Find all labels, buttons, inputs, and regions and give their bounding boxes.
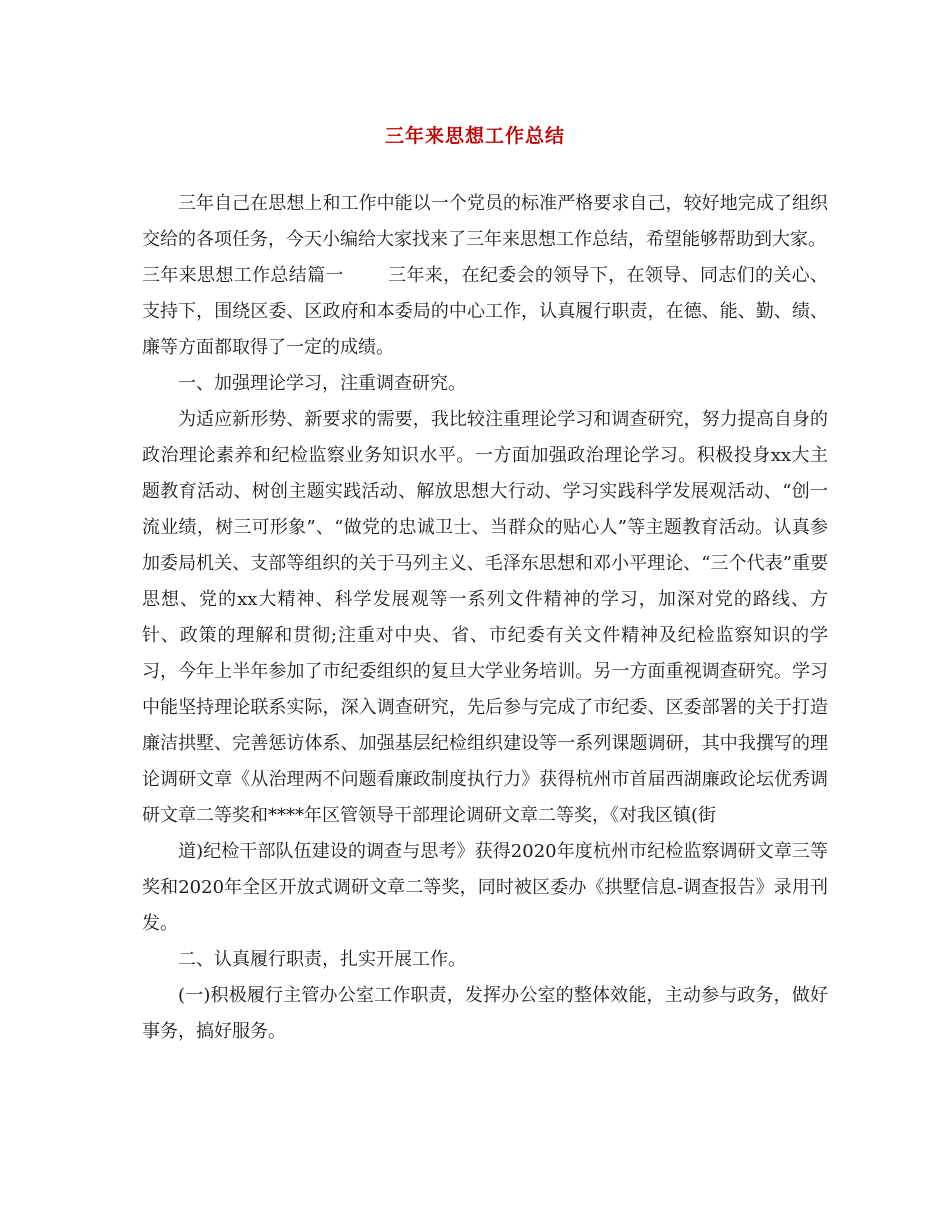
paragraph-intro: 三年自己在思想上和工作中能以一个党员的标准严格要求自己，较好地完成了组织交给的各项任务，今天小编给大家找来了三年来思想工作总结，希望能够帮助到大家。 xyxy=(142,193,828,250)
paragraph-office-duty: (一)积极履行主管办公室工作职责，发挥办公室的整体效能，主动参与政务，做好事务，搞好服务。 xyxy=(142,985,828,1042)
paragraph-section-one xyxy=(142,258,828,366)
document-body xyxy=(142,186,828,1050)
section-heading: 三年来思想工作总结篇一 xyxy=(142,265,344,286)
paragraph-section-one-text: 三年来，在纪委会的领导下，在领导、同志们的关心、支持下，围绕区委、区政府和本委局的中心工作，认真履行职责，在德、能、勤、绩、廉等方面都取得了一定的成绩。 xyxy=(142,265,829,358)
document-title: 三年来思想工作总结 xyxy=(384,125,565,147)
paragraph-award: 道)纪检干部队伍建设的调查与思考》获得2020年度杭州市纪检监察调研文章三等奖和2020年全区开放式调研文章二等奖，同时被区委办《拱墅信息-调查报告》录用刊发。 xyxy=(142,841,828,934)
heading-part-one: 一、加强理论学习，注重调查研究。 xyxy=(178,373,466,394)
paragraph-theory-study: 为适应新形势、新要求的需要，我比较注重理论学习和调查研究，努力提高自身的政治理论素养和纪检监察业务知识水平。一方面加强政治理论学习。积极投身xx大主题教育活动、树创主题实践活动、解放思想大行动、学习实践科学发展观活动、“创一流业绩，树三可形象”、“做党的忠诚卫士、当群众的贴心人”等主题教育活动。认真参加委局机关、支部等组织的关于马列主义、毛泽东思想和邓小平理论、“三个代表”重要思想、党的xx大精神、科学发展观等一系列文件精神的学习，加深对党的路线、方针、政策的理解和贯彻;注重对中央、省、市纪委有关文件精神及纪检监察知识的学习，今年上半年参加了市纪委组织的复旦大学业务培训。另一方面重视调查研究。学习中能坚持理论联系实际，深入调查研究，先后参与完成了市纪委、区委部署的关于打造廉洁拱墅、完善惩访体系、加强基层纪检组织建设等一系列课题调研，其中我撰写的理论调研文章《从治理两不问题看廉政制度执行力》获得杭州市首届西湖廉政论坛优秀调研文章二等奖和****年区管领导干部理论调研文章二等奖，《对我区镇(街 xyxy=(142,409,828,826)
heading-part-two: 二、认真履行职责，扎实开展工作。 xyxy=(178,949,466,970)
